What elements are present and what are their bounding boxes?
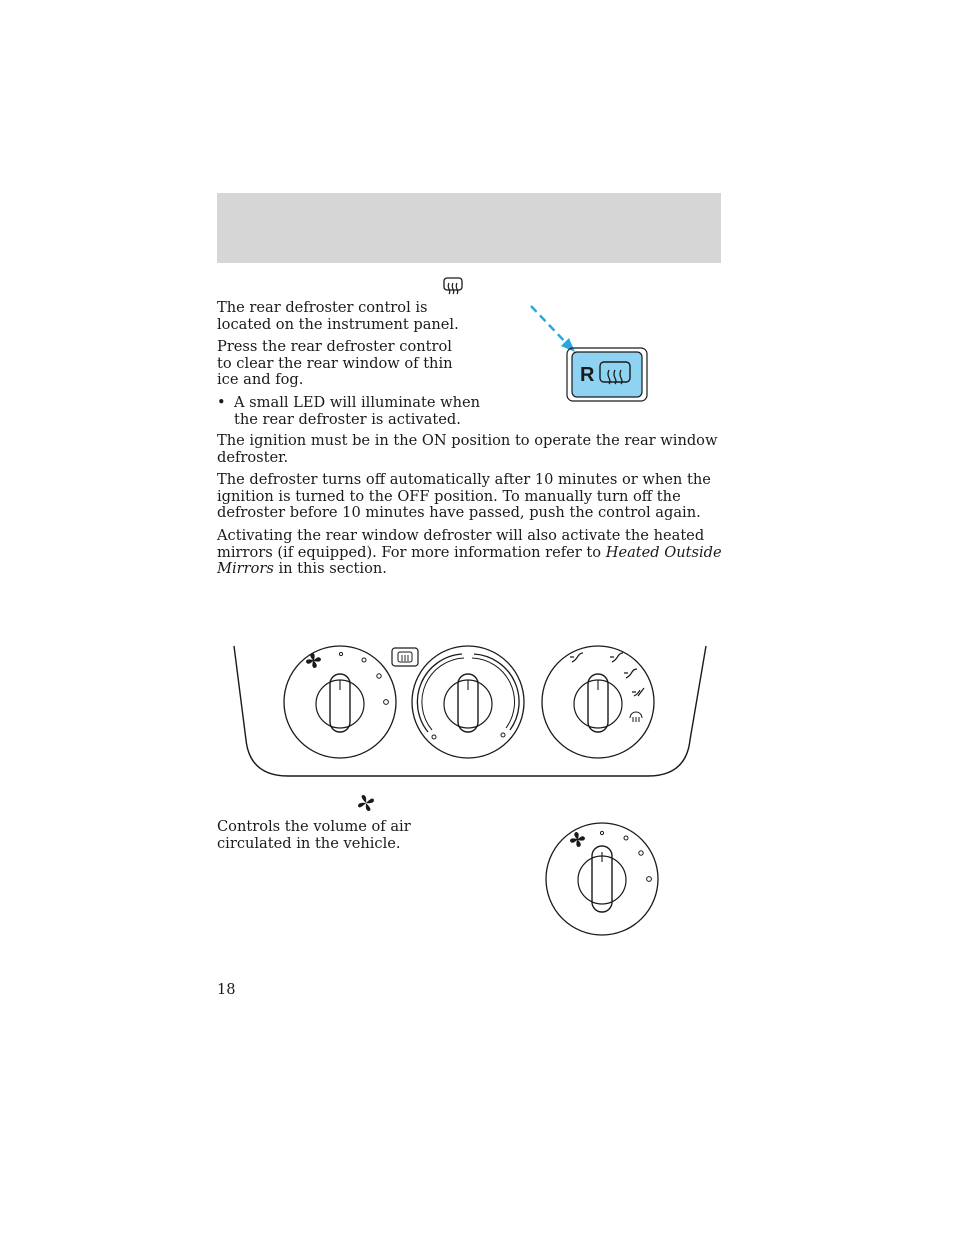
air-mode-knob[interactable]	[542, 646, 654, 758]
rear-defrost-button[interactable]	[392, 648, 418, 666]
button-letter-r: R	[580, 364, 595, 386]
section-header-band	[217, 193, 721, 263]
fan-speed-knob[interactable]	[284, 646, 396, 758]
temperature-knob[interactable]	[412, 646, 524, 758]
heated-mirrors-text	[217, 528, 722, 578]
led-bullet	[217, 395, 484, 428]
rear-defrost-button-illustration	[525, 300, 655, 405]
rear-defroster-location-text: The rear defroster control is located on the instrument panel.	[217, 299, 459, 333]
bullet-dot: •	[217, 394, 226, 411]
fan-icon	[357, 794, 375, 812]
heated-mirrors-reference: Heated Outside Mirrors	[217, 543, 722, 577]
led-bullet-text: A small LED will illuminate when the rear defroster is activated.	[234, 394, 481, 428]
rear-defroster-press-text: Press the rear defroster control to clear the rear window of thin ice and fog.	[217, 338, 453, 388]
heated-mirrors-text-end: in this section.	[273, 560, 387, 577]
panel-outline	[234, 646, 706, 776]
auto-off-text: The defroster turns off automatically after 10 minutes or when the ignition is turned to the OFF position. To manually turn off the defroster before 10 minutes have passed, push the control again.	[217, 471, 711, 521]
climate-control-panel	[228, 640, 712, 780]
fan-description-text: Controls the volume of air circulated in the vehicle.	[217, 818, 411, 852]
dashed-pointer-arrow	[531, 306, 569, 346]
heated-mirrors-text-start: Activating the rear window defroster will also activate the heated mirrors (if equipped). For more information refer to	[217, 527, 705, 561]
rear-defrost-icon	[443, 277, 463, 295]
page-number: 18	[217, 981, 236, 998]
ignition-requirement-text: The ignition must be in the ON position to operate the rear window defroster.	[217, 432, 718, 466]
fan-speed-knob-illustration	[544, 822, 662, 938]
